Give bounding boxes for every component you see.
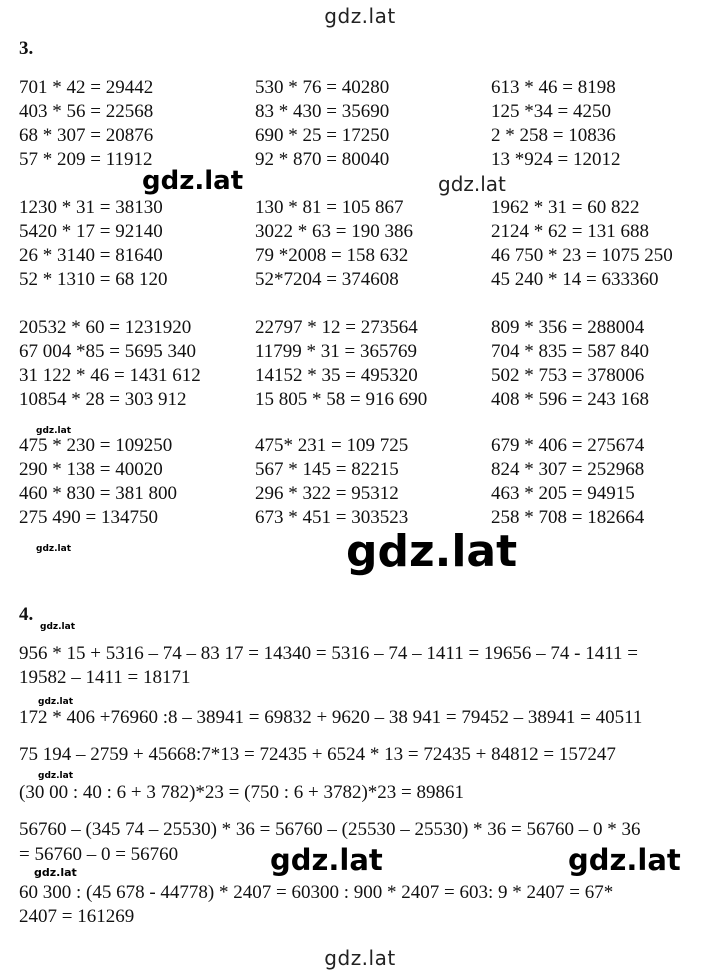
equation: 567 * 145 = 82215 <box>255 459 399 480</box>
equation: 68 * 307 = 20876 <box>19 125 154 146</box>
equation: 704 * 835 = 587 840 <box>491 341 649 362</box>
equation: 679 * 406 = 275674 <box>491 435 645 456</box>
watermark-tiny-4: gdz.lat <box>38 697 74 707</box>
watermark-bold-3: gdz.lat <box>568 843 681 877</box>
solution-line: (30 00 : 40 : 6 + 3 782)*23 = (750 : 6 + 3782)*23 = 89861 <box>19 782 465 803</box>
watermark-tiny-5: gdz.lat <box>38 771 74 781</box>
equation: 52*7204 = 374608 <box>255 269 399 290</box>
solution-line: 19582 – 1411 = 18171 <box>19 667 191 688</box>
equation: 22797 * 12 = 273564 <box>255 317 418 338</box>
equation: 20532 * 60 = 1231920 <box>19 317 192 338</box>
equation: 296 * 322 = 95312 <box>255 483 399 504</box>
equation: 701 * 42 = 29442 <box>19 77 154 98</box>
equation: 45 240 * 14 = 633360 <box>491 269 659 290</box>
equation: 690 * 25 = 17250 <box>255 125 390 146</box>
solution-line: 172 * 406 +76960 :8 – 38941 = 69832 + 9620 – 38 941 = 79452 – 38941 = 40511 <box>19 707 643 728</box>
equation: 673 * 451 = 303523 <box>255 507 409 528</box>
equation: 290 * 138 = 40020 <box>19 459 163 480</box>
equation: 67 004 *85 = 5695 340 <box>19 341 196 362</box>
equation: 809 * 356 = 288004 <box>491 317 645 338</box>
equation: 475* 231 = 109 725 <box>255 435 409 456</box>
watermark-tiny-1: gdz.lat <box>36 426 72 436</box>
equation: 92 * 870 = 80040 <box>255 149 390 170</box>
equation: 13 *924 = 12012 <box>491 149 621 170</box>
equation: 31 122 * 46 = 1431 612 <box>19 365 201 386</box>
equation: 10854 * 28 = 303 912 <box>19 389 187 410</box>
watermark-bottom: gdz.lat <box>324 946 396 970</box>
equation: 2 * 258 = 10836 <box>491 125 616 146</box>
equation: 1962 * 31 = 60 822 <box>491 197 640 218</box>
section-3-number: 3. <box>19 38 34 59</box>
equation: 52 * 1310 = 68 120 <box>19 269 168 290</box>
equation: 57 * 209 = 11912 <box>19 149 153 170</box>
equation: 46 750 * 23 = 1075 250 <box>491 245 673 266</box>
equation: 83 * 430 = 35690 <box>255 101 390 122</box>
watermark-tiny-2: gdz.lat <box>36 544 72 554</box>
watermark-bold-1: gdz.lat <box>142 166 244 196</box>
equation: 408 * 596 = 243 168 <box>491 389 649 410</box>
equation: 14152 * 35 = 495320 <box>255 365 418 386</box>
solution-line: 956 * 15 + 5316 – 74 – 83 17 = 14340 = 5316 – 74 – 1411 = 19656 – 74 - 1411 = <box>19 643 638 664</box>
watermark-tiny-6: gdz.lat <box>34 866 77 879</box>
equation: 530 * 76 = 40280 <box>255 77 390 98</box>
equation: 125 *34 = 4250 <box>491 101 611 122</box>
equation: 5420 * 17 = 92140 <box>19 221 163 242</box>
equation: 79 *2008 = 158 632 <box>255 245 409 266</box>
solution-line: 60 300 : (45 678 - 44778) * 2407 = 60300 : 900 * 2407 = 603: 9 * 2407 = 67* <box>19 882 614 903</box>
equation: 130 * 81 = 105 867 <box>255 197 404 218</box>
watermark-tiny-3: gdz.lat <box>40 622 76 632</box>
solution-line: = 56760 – 0 = 56760 <box>19 844 179 865</box>
equation: 502 * 753 = 378006 <box>491 365 645 386</box>
solution-line: 2407 = 161269 <box>19 906 135 927</box>
watermark-bold-2: gdz.lat <box>270 843 383 877</box>
equation: 258 * 708 = 182664 <box>491 507 645 528</box>
equation: 2124 * 62 = 131 688 <box>491 221 649 242</box>
equation: 824 * 307 = 252968 <box>491 459 645 480</box>
equation: 3022 * 63 = 190 386 <box>255 221 413 242</box>
equation: 475 * 230 = 109250 <box>19 435 173 456</box>
equation: 460 * 830 = 381 800 <box>19 483 177 504</box>
watermark-top: gdz.lat <box>324 4 396 28</box>
watermark-light-1: gdz.lat <box>438 172 506 196</box>
watermark-large: gdz.lat <box>346 526 518 577</box>
equation: 403 * 56 = 22568 <box>19 101 154 122</box>
section-4-number: 4. <box>19 604 34 625</box>
equation: 1230 * 31 = 38130 <box>19 197 163 218</box>
solution-line: 56760 – (345 74 – 25530) * 36 = 56760 – (25530 – 25530) * 36 = 56760 – 0 * 36 <box>19 819 641 840</box>
equation: 275 490 = 134750 <box>19 507 158 528</box>
equation: 613 * 46 = 8198 <box>491 77 616 98</box>
equation: 11799 * 31 = 365769 <box>255 341 418 362</box>
equation: 463 * 205 = 94915 <box>491 483 635 504</box>
solution-line: 75 194 – 2759 + 45668:7*13 = 72435 + 6524 * 13 = 72435 + 84812 = 157247 <box>19 744 616 765</box>
equation: 15 805 * 58 = 916 690 <box>255 389 428 410</box>
equation: 26 * 3140 = 81640 <box>19 245 163 266</box>
